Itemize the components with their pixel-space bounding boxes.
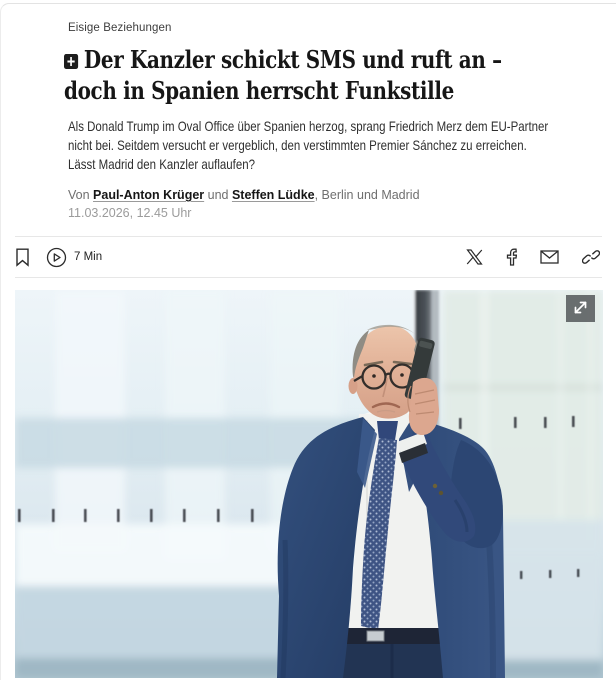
article-page [0, 3, 616, 680]
share-x-button[interactable] [466, 249, 483, 265]
audio-button[interactable] [46, 247, 102, 268]
byline-conjunction: und [204, 188, 232, 202]
audio-play-icon [46, 247, 67, 268]
byline-prefix: Von [68, 188, 94, 202]
toolbar-share-group [466, 248, 602, 266]
toolbar-left-group [15, 247, 102, 268]
bookmark-icon [15, 248, 30, 267]
spiegel-plus-icon [64, 54, 78, 69]
article-photo [15, 290, 603, 678]
link-icon [582, 249, 600, 265]
x-icon [466, 249, 483, 265]
teaser: Als Donald Trump im Oval Office über Spanien herzog, sprang Friedrich Merz dem EU-Partner nicht bei. Seitdem versucht er vergeblich, den verstimmten Premier Sánchez zu erreichen. Lässt Madrid den Kanzler auflaufen? [68, 118, 549, 172]
facebook-icon [506, 248, 517, 266]
kicker: Eisige Beziehungen [68, 22, 172, 34]
byline-location: , Berlin und Madrid [314, 188, 420, 202]
share-facebook-button[interactable] [506, 248, 517, 266]
author-link-1[interactable]: Paul-Anton Krüger [93, 188, 205, 202]
expand-image-button[interactable] [566, 295, 595, 322]
share-link-button[interactable] [582, 249, 600, 265]
photo-merz-on-phone [15, 290, 603, 678]
bookmark-button[interactable] [15, 248, 30, 267]
audio-duration-label: 7 Min [74, 251, 103, 263]
expand-icon [572, 299, 589, 319]
publish-date: 11.03.2026, 12.45 Uhr [68, 206, 192, 220]
byline [68, 188, 616, 202]
headline-text: Der Kanzler schickt SMS und ruft an – doch in Spanien herrscht Funkstille [64, 45, 502, 105]
email-icon [540, 250, 559, 264]
author-link-2[interactable]: Steffen Lüdke [231, 188, 315, 202]
headline [64, 44, 552, 106]
article-toolbar [15, 236, 602, 278]
share-email-button[interactable] [540, 250, 559, 264]
